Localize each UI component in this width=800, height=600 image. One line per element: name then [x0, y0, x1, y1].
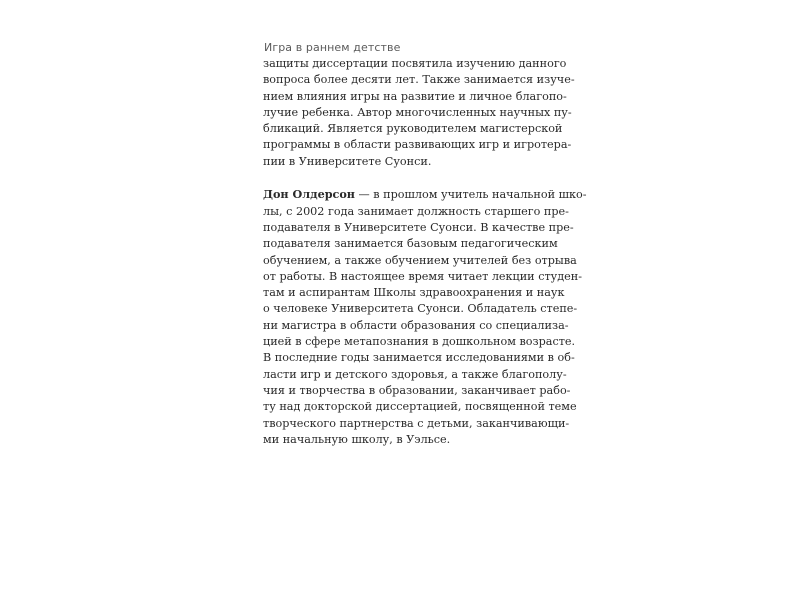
text-line: В последние годы занимается исследованиями в об- [263, 351, 575, 365]
text-line: там и аспирантам Школы здравоохранения и наук [263, 286, 565, 300]
text-line: ни магистра в области образования со специализа- [263, 318, 569, 332]
text-line: подавателя в Университете Суонси. В качестве пре- [263, 220, 574, 234]
text-line: ласти игр и детского здоровья, а также благополу- [263, 367, 567, 381]
paragraph-2 [263, 186, 587, 448]
author-name: Дон Олдерсон [263, 187, 355, 202]
text-line: ту над докторской диссертацией, посвященной теме [263, 400, 577, 414]
text-line: ми начальную школу, в Уэльсе. [263, 432, 451, 446]
text-line-first [263, 186, 587, 203]
text-line: обучением, а также обучением учителей без отрыва [263, 253, 577, 267]
text-line: творческого партнерства с детьми, заканчивающи- [263, 416, 570, 430]
body-text [263, 56, 587, 448]
text-line: подавателя занимается базовым педагогическим [263, 237, 558, 251]
text-fragment: — в прошлом учитель начальной шко- [355, 188, 587, 202]
running-head: Игра в раннем детстве [264, 41, 401, 54]
text-line: лучие ребенка. Автор многочисленных научных пу- [263, 105, 572, 119]
text-line: защиты диссертации посвятила изучению данного [263, 57, 567, 70]
text-line: нием влияния игры на развитие и личное благопо- [263, 89, 567, 103]
text-line: бликаций. Является руководителем магистерской [263, 122, 563, 136]
text-line: пии в Университете Суонси. [263, 154, 432, 168]
text-line: программы в области развивающих игр и игротера- [263, 138, 572, 152]
paragraph-gap [263, 170, 551, 186]
text-line: чия и творчества в образовании, заканчивает рабо- [263, 383, 571, 397]
text-line: от работы. В настоящее время читает лекции студен- [263, 269, 582, 283]
text-line: лы, с 2002 года занимает должность старшего пре- [263, 204, 569, 218]
text-line: о человеке Университета Суонси. Обладатель степе- [263, 302, 578, 316]
text-line: цией в сфере метапознания в дошкольном возрасте. [263, 335, 576, 349]
paragraph-1 [263, 56, 575, 170]
text-line: вопроса более десяти лет. Также занимается изуче- [263, 73, 575, 87]
